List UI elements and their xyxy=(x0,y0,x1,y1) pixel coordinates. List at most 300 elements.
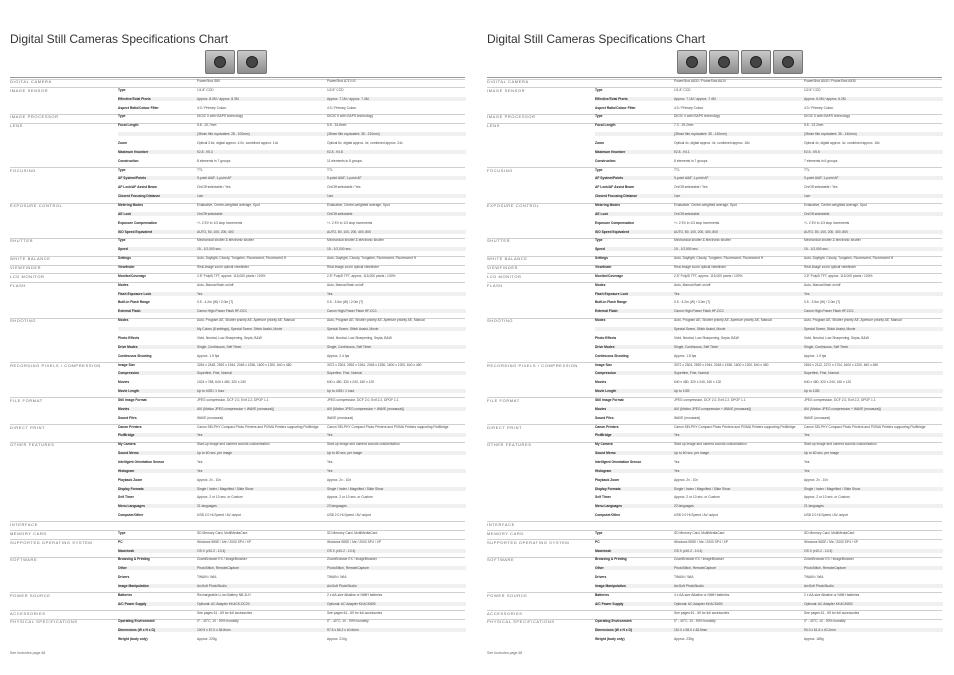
spec-value-model-2: On/Off selectable xyxy=(804,211,830,216)
spec-value-model-2: Auto, Manual flash on/off xyxy=(327,282,364,287)
spec-label: Exposure Compensation xyxy=(118,220,157,225)
spec-value-model-2: Approx. 2.4 fps xyxy=(327,353,350,358)
spec-row xyxy=(595,460,943,464)
spec-label: AF Lock/AF Assist Beam xyxy=(595,185,634,190)
spec-value-model-1: Approx. 1.8 fps xyxy=(674,353,697,358)
spec-label: Menu Languages xyxy=(595,504,622,509)
spec-row xyxy=(595,478,943,482)
spec-row xyxy=(118,549,466,553)
spec-label: Settings xyxy=(595,256,609,261)
spec-value-model-2: Approx. 7.1M / approx. 7.4M xyxy=(327,96,369,101)
spec-label: External Flash xyxy=(118,309,141,314)
spec-value-model-1: 4:3 / Primary Colour xyxy=(197,105,227,110)
section-heading: POWER SOURCE xyxy=(10,592,51,598)
spec-label: Aspect Ratio/Colour Filter xyxy=(118,105,159,110)
spec-value-model-1: AUTO, 80, 100, 200, 400, 800 xyxy=(674,229,718,234)
spec-label: Dimensions (W x H x D) xyxy=(595,628,633,633)
spec-row xyxy=(595,123,943,127)
spec-value-model-2: Special Scene, Stitch Assist, Movie xyxy=(327,327,379,332)
spec-label: Still Image Format xyxy=(118,397,147,402)
spec-value-model-2: +/- 2 EV in 1/3 stop increments xyxy=(327,220,373,225)
spec-row xyxy=(595,97,943,101)
spec-label: Image Size xyxy=(595,362,613,367)
spec-label: Construction xyxy=(595,158,616,163)
spec-label: Zoom xyxy=(118,141,127,146)
spec-value-model-1: 0.5 - 4.2m (W) / 3.0m (T) xyxy=(674,300,711,305)
spec-value-model-2: Yes xyxy=(327,459,333,464)
spec-value-model-1: Real-image zoom optical viewfinder xyxy=(197,265,250,270)
spec-value-model-2: JPEG compression, DCF 2.0, Exif 2.2, DPOF 1.1 xyxy=(327,397,399,402)
spec-value-model-1: Windows 98SE / Me / 2000 SP4 / XP xyxy=(674,539,729,544)
spec-value-model-2: AUTO, 80, 100, 200, 400, 800 xyxy=(327,229,371,234)
spec-row xyxy=(595,602,943,606)
spec-row xyxy=(118,327,466,331)
spec-value-model-2: 5.8 - 34.8mm xyxy=(327,123,347,128)
spec-value-model-1: Real-image zoom optical viewfinder xyxy=(674,265,727,270)
spec-label: Menu Languages xyxy=(118,504,145,509)
spec-value-model-2: AVI (Motion JPEG compression + WAVE (monaural)) xyxy=(327,406,405,411)
spec-row xyxy=(118,247,466,251)
spec-value-model-2: 0.5 - 3.5m (W) / 2.0m (T) xyxy=(327,300,364,305)
spec-row xyxy=(118,557,466,561)
spec-value-model-1: 15 - 1/2,000 sec. xyxy=(197,247,222,252)
spec-label: PictBridge xyxy=(118,433,135,438)
spec-label: Focal Length xyxy=(118,123,139,128)
spec-value-model-2: TTL xyxy=(327,167,333,172)
spec-value-model-1: 1024 x 768, 640 x 480, 320 x 240 xyxy=(197,380,246,385)
spec-value-model-2: 4:3 / Primary Colour xyxy=(804,105,834,110)
spec-row xyxy=(118,575,466,579)
spec-value-model-2: Auto, Daylight, Cloudy, Tungsten, Fluorescent, Fluorescent H xyxy=(804,256,894,261)
spec-label: Speed xyxy=(595,247,605,252)
camera-image xyxy=(677,50,707,74)
spec-value-model-1: 8 elements in 7 groups xyxy=(674,158,708,163)
spec-row xyxy=(595,407,943,411)
section-heading: FLASH xyxy=(487,282,503,288)
spec-value-model-1: OS X (v10.2 - 10.4) xyxy=(197,548,226,553)
spec-label: Flash Exposure Lock xyxy=(118,291,152,296)
section-heading: INTERFACE xyxy=(487,521,515,527)
spec-row xyxy=(595,549,943,553)
spec-row xyxy=(595,318,943,322)
section-heading: SHOOTING xyxy=(487,318,514,324)
spec-value-model-2: On/Off selectable xyxy=(327,211,353,216)
spec-value-model-1: Auto, Program AE, Shutter priority AE, Aperture priority AE, Manual xyxy=(674,318,772,323)
spec-value-model-2: AUTO, 80, 100, 200, 400, 800 xyxy=(804,229,848,234)
spec-value-model-2: 640 x 480, 320 x 240, 160 x 120 xyxy=(804,380,852,385)
spec-value-model-2: Approx. 210g xyxy=(327,637,347,642)
spec-label: Image Size xyxy=(118,362,136,367)
spec-label: Metering Modes xyxy=(595,203,621,208)
section-heading: SHUTTER xyxy=(10,238,34,244)
spec-label: AF Lock/AF Assist Beam xyxy=(118,185,157,190)
spec-value-model-2: TTL xyxy=(804,167,810,172)
section-heading: OTHER FEATURES xyxy=(487,442,532,448)
spec-value-model-1: AUTO, 50, 100, 200, 400 xyxy=(197,229,234,234)
spec-row xyxy=(595,442,943,446)
camera-image xyxy=(741,50,771,74)
spec-value-model-1: 8 elements in 7 groups xyxy=(197,158,231,163)
spec-value-model-1: SD Memory Card, MultiMediaCard xyxy=(197,530,248,535)
spec-value-model-1: 1cm xyxy=(197,194,204,199)
spec-row xyxy=(118,97,466,101)
spec-row xyxy=(595,176,943,180)
spec-value-model-2: WAVE (monaural) xyxy=(327,415,354,420)
spec-label: Intelligent Orientation Sensor xyxy=(118,459,165,464)
spec-value-model-2: Windows 98SE / Me / 2000 SP4 / XP xyxy=(327,539,382,544)
section-heading: FILE FORMAT xyxy=(10,397,43,403)
spec-value-model-1: Approx. 2x - 10x xyxy=(197,477,222,482)
spec-row xyxy=(118,318,466,322)
section-heading: MEMORY CARD xyxy=(10,530,47,536)
section-heading: DIGITAL CAMERA xyxy=(10,79,52,84)
spec-value-model-1: Approx. 8.0M / approx. 8.3M xyxy=(197,96,239,101)
spec-row xyxy=(595,274,943,278)
spec-label: Drive Modes xyxy=(595,344,615,349)
spec-value-model-2: 4:3 / Primary Colour xyxy=(327,105,357,110)
spec-value-model-1: 0° - 40°C, 10 - 90% humidity xyxy=(197,619,239,624)
spec-value-model-1: 22 languages xyxy=(674,504,694,509)
spec-value-model-1: Optical 3.6x, digital approx. 4.0x, combined approx. 14x xyxy=(197,141,279,146)
spec-label: Maximum f/number xyxy=(118,149,149,154)
spec-row xyxy=(595,327,943,331)
spec-value-model-1: Canon High-Power Flash HF-DC1 xyxy=(674,309,724,314)
spec-value-model-2: 90.3 x 61.6 x 40.2mm xyxy=(804,628,836,633)
spec-label: Continuous Shooting xyxy=(595,353,629,358)
section-heading: FILE FORMAT xyxy=(487,397,520,403)
spec-value-model-1: 1/1.8" CCD xyxy=(197,87,214,92)
spec-label: Canon Printers xyxy=(595,424,619,429)
spec-label: Image Manipulation xyxy=(118,583,149,588)
spec-value-model-2: Canon High-Power Flash HF-DC1 xyxy=(327,309,377,314)
spec-value-model-2: On/Off selectable / Yes xyxy=(327,185,361,190)
spec-row xyxy=(118,407,466,411)
spec-value-model-2: DIGIC II with iSAPS technology xyxy=(804,114,850,119)
spec-value-model-2: ArcSoft PhotoStudio xyxy=(804,583,834,588)
section-heading: SHUTTER xyxy=(487,238,511,244)
spec-row xyxy=(595,584,943,588)
spec-label: Sound Files xyxy=(118,415,137,420)
section-heading: DIRECT PRINT xyxy=(487,424,523,430)
spec-value-model-1: On/Off selectable xyxy=(197,211,223,216)
spec-value-model-1: Yes xyxy=(674,459,680,464)
spec-row xyxy=(595,487,943,491)
spec-value-model-2: USB 2.0 Hi-Speed / AV output xyxy=(327,513,371,518)
spec-label: Effective/Total Pixels xyxy=(118,96,151,101)
spec-row xyxy=(118,203,466,207)
spec-label: Sound Memo xyxy=(595,451,616,456)
spec-label: AF System/Points xyxy=(595,176,624,181)
spec-value-model-2: Vivid, Neutral, Low Sharpening, Sepia, B&W xyxy=(327,335,392,340)
section-heading: SOFTWARE xyxy=(10,557,38,563)
spec-row xyxy=(118,380,466,384)
spec-value-model-2: +/- 2 EV in 1/3 stop increments xyxy=(804,220,850,225)
camera-image xyxy=(709,50,739,74)
spec-value-model-2: 9-point AiAF, 1-point AF xyxy=(804,176,839,181)
spec-value-model-1: JPEG compression, DCF 2.0, Exif 2.2, DPOF 1.1 xyxy=(197,397,269,402)
spec-row xyxy=(118,425,466,429)
spec-value-model-2: WAVE (monaural) xyxy=(804,415,831,420)
spec-value-model-1: Yes xyxy=(197,468,203,473)
spec-row xyxy=(118,637,466,641)
spec-row xyxy=(118,114,466,118)
spec-row xyxy=(118,371,466,375)
camera-lens-icon xyxy=(214,56,226,68)
spec-value-model-1: OS X (v10.2 - 10.4) xyxy=(674,548,703,553)
spec-value-model-1: Start-up image and camera sounds customisation xyxy=(674,442,747,447)
spec-value-model-1: Yes xyxy=(197,291,203,296)
spec-value-model-1: TTL xyxy=(674,167,680,172)
spec-label: Focal Length xyxy=(595,123,616,128)
spec-value-model-1: TWAIN / WIA xyxy=(674,575,694,580)
spec-label: Settings xyxy=(118,256,132,261)
spec-row xyxy=(118,531,466,535)
spec-value-model-2: Single / Index / Magnified / Slide Show xyxy=(327,486,384,491)
spec-value-model-2: 15 - 1/2,000 sec. xyxy=(804,247,829,252)
spec-label: Type xyxy=(118,167,126,172)
spec-row xyxy=(595,256,943,260)
spec-row xyxy=(118,300,466,304)
section-heading: DIGITAL CAMERA xyxy=(487,79,529,84)
spec-label: Modes xyxy=(118,318,129,323)
spec-value-model-2: PhotoStitch, RemoteCapture xyxy=(327,566,369,571)
spec-row xyxy=(118,168,466,172)
spec-row xyxy=(595,230,943,234)
spec-row xyxy=(595,203,943,207)
spec-label: Exposure Compensation xyxy=(595,220,634,225)
spec-value-model-2: Vivid, Neutral, Low Sharpening, Sepia, B&W xyxy=(804,335,869,340)
spec-value-model-2: Start-up image and camera sounds customisation xyxy=(804,442,877,447)
spec-label: External Flash xyxy=(595,309,618,314)
spec-label: Type xyxy=(595,114,603,119)
spec-value-model-1: 21 languages xyxy=(197,504,217,509)
footnote-reference: See footnotes page 68 xyxy=(10,651,46,655)
spec-row xyxy=(595,513,943,517)
spec-row xyxy=(118,593,466,597)
section-heading: SUPPORTED OPERATING SYSTEM xyxy=(487,539,570,545)
spec-value-model-1: Optional: AC Adapter Kit ACK-DC20 xyxy=(197,601,250,606)
section-heading: EXPOSURE CONTROL xyxy=(487,203,540,209)
spec-value-model-2: 0° - 40°C, 10 - 90% humidity xyxy=(804,619,846,624)
spec-value-model-2: 97.5 x 66.2 x 40.6mm xyxy=(327,628,359,633)
section-heading: VIEWFINDER xyxy=(487,265,519,271)
spec-value-model-2: TWAIN / WIA xyxy=(327,575,347,580)
spec-label: Weight (body only) xyxy=(118,637,148,642)
spec-value-model-1: See pages 61 - 69 for full accessories xyxy=(674,610,730,615)
spec-label: AE Lock xyxy=(595,211,609,216)
spec-value-model-2: Up to 1GB xyxy=(804,389,820,394)
spec-value-model-1: Optional: AC Adapter Kit ACK600 xyxy=(674,601,723,606)
spec-value-model-1: Vivid, Neutral, Low Sharpening, Sepia, B&W xyxy=(197,335,262,340)
page-title: Digital Still Cameras Specifications Chart xyxy=(487,32,706,46)
spec-label: Operating Environment xyxy=(595,619,632,624)
spec-value-model-2: Approx. 6.0M / approx. 6.2M xyxy=(804,96,846,101)
spec-row xyxy=(118,132,466,136)
spec-label: ISO Speed Equivalent xyxy=(595,229,630,234)
spec-value-model-1: Single, Continuous, Self Timer xyxy=(674,344,719,349)
spec-label: Display Formats xyxy=(595,486,621,491)
spec-row xyxy=(118,504,466,508)
section-heading: FOCUSING xyxy=(10,167,36,173)
spec-value-model-2: Start-up image and camera sounds customisation xyxy=(327,442,400,447)
spec-value-model-1: Windows 98SE / Me / 2000 SP4 / XP xyxy=(197,539,252,544)
spec-value-model-2: 15 - 1/2,000 sec. xyxy=(327,247,352,252)
spec-value-model-1: PowerShot A630 / PowerShot A610 xyxy=(674,79,726,83)
spec-label: Weight (body only) xyxy=(595,637,625,642)
spec-row xyxy=(595,221,943,225)
spec-label: Closest Focusing Distance xyxy=(595,194,638,199)
spec-row xyxy=(118,442,466,446)
spec-row xyxy=(118,194,466,198)
section-heading: SHOOTING xyxy=(10,318,37,324)
spec-value-model-1: Approx. 225g xyxy=(197,637,217,642)
camera-lens-icon xyxy=(718,56,730,68)
spec-value-model-1: ArcSoft PhotoStudio xyxy=(674,583,704,588)
spec-value-model-2: 1/2.5" CCD xyxy=(804,87,821,92)
spec-value-model-1: Canon SELPHY Compact Photo Printers and PIXMA Printers supporting PictBridge xyxy=(197,424,319,429)
section-heading: PHYSICAL SPECIFICATIONS xyxy=(487,619,555,625)
spec-label: Sound Files xyxy=(595,415,614,420)
section-heading: PHYSICAL SPECIFICATIONS xyxy=(10,619,78,625)
spec-value-model-2: Up to 60 sec. per image xyxy=(804,451,840,456)
spec-value-model-2: Mechanical shutter & electronic shutter xyxy=(804,238,861,243)
spec-value-model-1: Auto, Manual flash on/off xyxy=(197,282,234,287)
spec-label: Metering Modes xyxy=(118,203,144,208)
spec-value-model-1: Yes xyxy=(197,459,203,464)
spec-value-model-2: Optional: AC Adapter Kit ACK800 xyxy=(804,601,853,606)
spec-value-model-2: 2.5" PolySi TFT, approx. 115,000 pixels / 100% xyxy=(804,273,873,278)
spec-label: Other xyxy=(118,566,127,571)
spec-value-model-2: Canon High-Power Flash HF-DC1 xyxy=(804,309,854,314)
spec-row xyxy=(118,123,466,127)
section-heading: LENS xyxy=(10,123,23,129)
spec-value-model-1: 2.5" PolySi TFT, approx. 115,000 pixels / 100% xyxy=(674,273,743,278)
spec-value-model-2: 2 x AA-size Alkaline or NiMH batteries xyxy=(804,592,860,597)
spec-value-model-1: ArcSoft PhotoStudio xyxy=(197,583,227,588)
spec-value-model-1: On/Off selectable xyxy=(674,211,700,216)
spec-row xyxy=(118,487,466,491)
spec-value-model-2: PowerShot A540 / PowerShot A530 xyxy=(804,79,856,83)
spec-value-model-2: TWAIN / WIA xyxy=(804,575,824,580)
spec-value-model-2: f/2.8 - f/4.8 xyxy=(327,149,343,154)
spec-value-model-1: Up to 4GB / 1 hour xyxy=(197,389,225,394)
spec-value-model-2: Evaluative, Centre-weighted average, Spot xyxy=(804,203,867,208)
spec-row xyxy=(118,256,466,260)
spec-value-model-2: 21 languages xyxy=(804,504,824,509)
spec-label: Macintosh xyxy=(118,548,135,553)
spec-value-model-2: Evaluative, Centre-weighted average, Spot xyxy=(327,203,390,208)
spec-value-model-1: USB 2.0 Hi-Speed / AV output xyxy=(197,513,241,518)
spec-value-model-2: Canon SELPHY Compact Photo Printers and PIXMA Printers supporting PictBridge xyxy=(804,424,926,429)
spec-value-model-1: 9-point AiAF, 1-point AF xyxy=(674,176,709,181)
spec-value-model-2: See pages 61 - 69 for full accessories xyxy=(804,610,860,615)
spec-value-model-2: 3072 x 2304, 2592 x 1944, 2048 x 1536, 1600 x 1200, 640 x 480 xyxy=(327,362,422,367)
spec-value-model-1: 110.0 x 58.0 x 48.5mm xyxy=(674,628,708,633)
spec-row xyxy=(118,159,466,163)
camera-lens-icon xyxy=(246,56,258,68)
spec-value-model-2: 0.5 - 3.5m (W) / 2.0m (T) xyxy=(804,300,841,305)
spec-value-model-2: Special Scene, Stitch Assist, Movie xyxy=(804,327,856,332)
spec-label: Drive Modes xyxy=(118,344,138,349)
spec-label: Monitor/Coverage xyxy=(118,273,147,278)
spec-value-model-2: Approx. 2x - 10x xyxy=(804,477,829,482)
camera-lens-icon xyxy=(782,56,794,68)
spec-value-model-1: Approx. 2 or 10 sec. or Custom xyxy=(674,495,720,500)
spec-value-model-2: Yes xyxy=(327,468,333,473)
spec-label: Modes xyxy=(118,282,129,287)
spec-value-model-1: WAVE (monaural) xyxy=(674,415,701,420)
spec-value-model-1: Approx. 2x - 10x xyxy=(674,477,699,482)
spec-value-model-2: 1cm xyxy=(804,194,811,199)
spec-value-model-2: 9-point AiAF, 1-point AF xyxy=(327,176,362,181)
spec-label: A/C Power Supply xyxy=(595,601,624,606)
spec-label: Maximum f/number xyxy=(595,149,626,154)
spec-value-model-2: Real-image zoom optical viewfinder xyxy=(804,265,857,270)
spec-value-model-2: OS X (v10.2 - 10.4) xyxy=(804,548,833,553)
spec-row xyxy=(595,309,943,313)
spec-row xyxy=(595,389,943,393)
spec-value-model-2: Approx. 2 or 10 sec. or Custom xyxy=(804,495,850,500)
spec-label: Type xyxy=(595,238,603,243)
section-heading: FOCUSING xyxy=(487,167,513,173)
spec-value-model-1: 3072 x 2304, 2592 x 1944, 2048 x 1536, 1600 x 1200, 640 x 480 xyxy=(674,362,769,367)
spec-value-model-2: 23 languages xyxy=(327,504,347,509)
spec-label: Type xyxy=(595,530,603,535)
spec-label: Type xyxy=(118,530,126,535)
spec-row xyxy=(595,540,943,544)
camera-image xyxy=(237,50,267,74)
spec-label: Display Formats xyxy=(118,486,144,491)
spec-row xyxy=(118,150,466,154)
spec-value-model-1: ZoomBrowser EX / ImageBrowser xyxy=(197,557,247,562)
spec-value-model-1: Single / Index / Magnified / Slide Show xyxy=(674,486,731,491)
spec-value-model-1: JPEG compression, DCF 2.0, Exif 2.2, DPOF 1.1 xyxy=(674,397,746,402)
spec-label: Movies xyxy=(595,380,607,385)
spec-value-model-1: +/- 2 EV in 1/3 stop increments xyxy=(197,220,243,225)
spec-row xyxy=(595,345,943,349)
spec-label: Zoom xyxy=(595,141,604,146)
spec-value-model-1: Approx. 2 or 10 sec. or Custom xyxy=(197,495,243,500)
spec-row xyxy=(118,451,466,455)
spec-label: Self Timer xyxy=(118,495,134,500)
spec-row xyxy=(118,363,466,367)
spec-value-model-1: Auto, Daylight, Cloudy, Tungsten, Fluorescent, Fluorescent H xyxy=(197,256,287,261)
spec-label: PC xyxy=(595,539,600,544)
spec-row xyxy=(595,79,943,83)
spec-row xyxy=(595,451,943,455)
section-heading: INTERFACE xyxy=(10,521,38,527)
spec-value-model-1: 2.5" PolySi TFT, approx. 115,000 pixels / 100% xyxy=(197,273,266,278)
spec-value-model-1: Start-up image and camera sounds customisation xyxy=(197,442,270,447)
section-heading: SUPPORTED OPERATING SYSTEM xyxy=(10,539,93,545)
spec-label: Operating Environment xyxy=(118,619,155,624)
spec-row xyxy=(595,300,943,304)
spec-row xyxy=(118,283,466,287)
spec-label: Batteries xyxy=(595,592,610,597)
spec-label: Macintosh xyxy=(595,548,612,553)
section-heading: WHITE BALANCE xyxy=(10,256,51,262)
spec-row xyxy=(595,265,943,269)
spec-row xyxy=(118,513,466,517)
spec-value-model-1: 100.9 x 57.0 x 38.8mm xyxy=(197,628,231,633)
spec-value-model-1: (35mm film equivalent: 28 - 100mm) xyxy=(197,132,250,137)
section-heading: ACCESSORIES xyxy=(10,610,46,616)
spec-label: Movies xyxy=(118,406,130,411)
spec-value-model-2: Yes xyxy=(804,468,810,473)
spec-label: Construction xyxy=(118,158,139,163)
spec-row xyxy=(118,389,466,393)
spec-label: ISO Speed Equivalent xyxy=(118,229,153,234)
